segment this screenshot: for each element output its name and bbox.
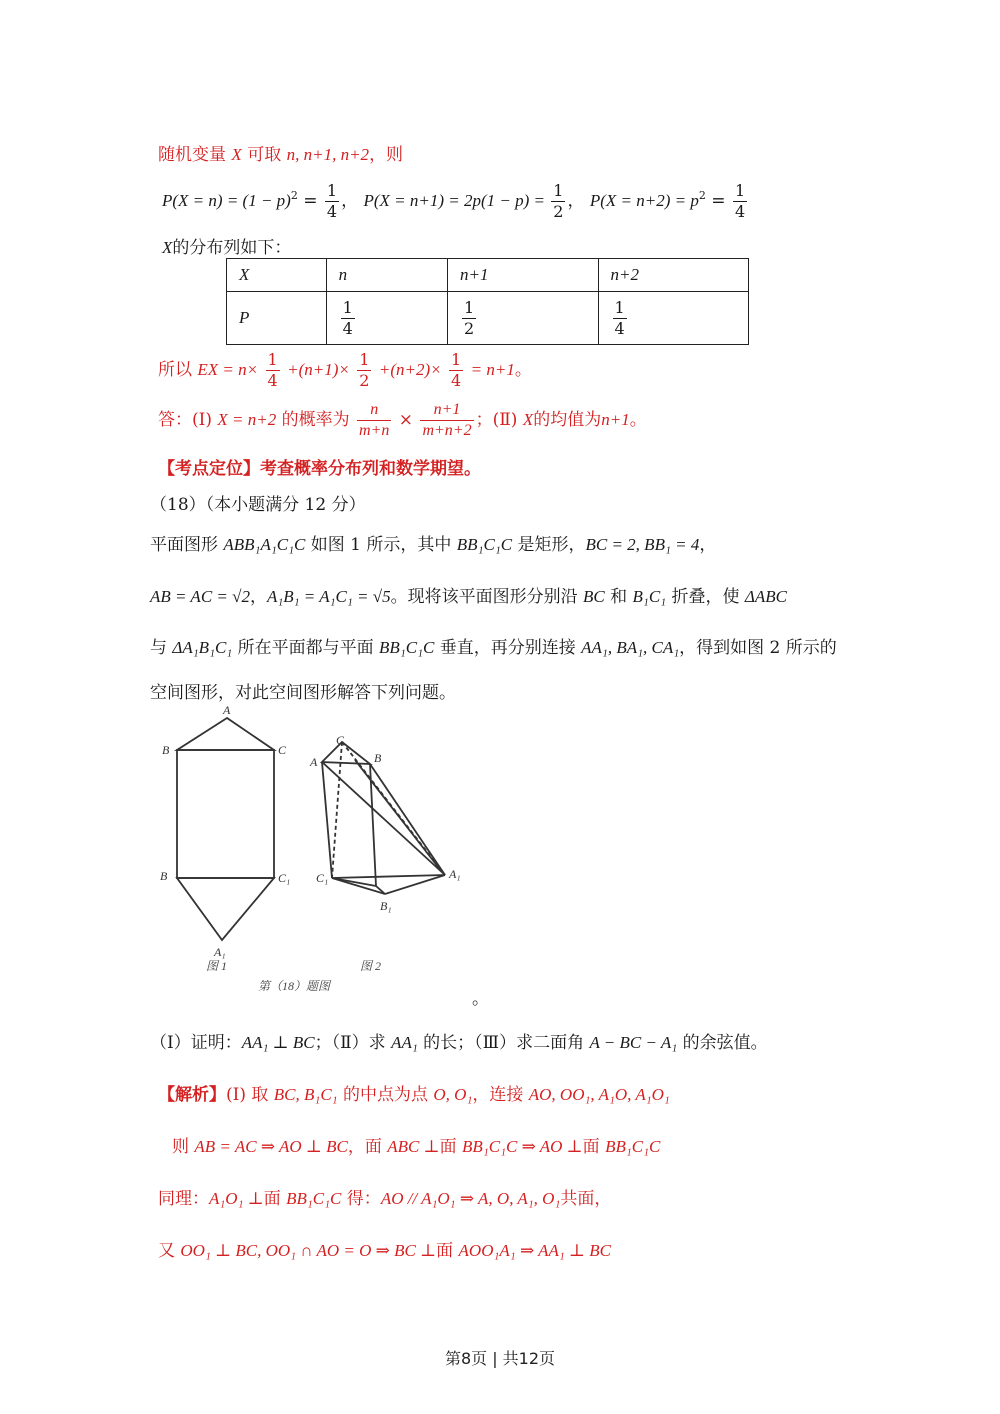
table-cell: P xyxy=(227,292,327,345)
svg-text:A: A xyxy=(310,755,318,769)
answer-line: 答：(Ⅰ) X = n+2 的概率为 $\frac{n}{m+n}$ × $\frac{n+1}{m+n+2}$ ；(Ⅱ) X的均值为n+1。 xyxy=(158,401,647,439)
distribution-intro: X的分布列如下： xyxy=(162,238,292,258)
figure-period: 。 xyxy=(472,989,489,1009)
problem-text-line-3: 与 ΔA₁B₁C₁ 所在平面都与平面 BB₁C₁C 垂直，再分别连接 AA₁, BA₁, CA₁，得到如图 2 所示的 xyxy=(150,638,837,658)
svg-text:C: C xyxy=(336,733,345,747)
fig1-rectangle xyxy=(177,750,274,878)
table-cell: n xyxy=(326,259,447,292)
table-row xyxy=(227,292,749,345)
table-cell: $\frac{1}{2}$ xyxy=(448,292,598,345)
page-footer: 第8页 | 共12页 xyxy=(444,1349,556,1368)
table-cell: $\frac{1}{4}$ xyxy=(326,292,447,345)
svg-text:A₁: A₁ xyxy=(214,945,226,959)
svg-text:B₁: B₁ xyxy=(380,899,392,913)
table-cell: X xyxy=(227,259,327,292)
svg-text:B: B xyxy=(374,751,382,765)
svg-text:A: A xyxy=(223,703,231,717)
fig1-caption: 图 1 xyxy=(206,959,228,973)
kaodian-line: 【考点定位】考查概率分布列和数学期望。 xyxy=(158,459,481,479)
analysis-line-3: 同理：A₁O₁ ⊥面 BB₁C₁C 得：AO // A₁O₁ ⇒ A, O, A₁, O₁共面， xyxy=(158,1189,612,1209)
solution-line-random-variable: 随机变量 X 可取 n, n+1, n+2，则 xyxy=(158,145,404,165)
table-row xyxy=(227,259,749,292)
questions-line: （Ⅰ）证明：AA₁ ⊥ BC；（Ⅱ）求 AA₁ 的长；（Ⅲ）求二面角 A − BC − A₁ 的余弦值。 xyxy=(150,1033,768,1053)
analysis-line-1: 【解析】(Ⅰ) 取 BC, B₁C₁ 的中点为点 O, O₁，连接 AO, OO₁, A₁O, A₁O₁ xyxy=(158,1085,670,1105)
table-cell: n+1 xyxy=(448,259,598,292)
figure-title: 第（18）题图 xyxy=(258,979,331,993)
expectation-line: 所以 EX = n× $\frac{1}{4}$ +(n+1)× $\frac{1}{2}$ +(n+2)× $\frac{1}{4}$ = n+1。 xyxy=(158,350,532,390)
problem-text-line-2: AB = AC = √2，A₁B₁ = A₁C₁ = √5。现将该平面图形分别沿 BC 和 B₁C₁ 折叠，使 ΔABC xyxy=(150,587,787,607)
problem-text-line-1: 平面图形 ABB₁A₁C₁C 如图 1 所示，其中 BB₁C₁C 是矩形，BC = 2, BB₁ = 4， xyxy=(150,535,717,555)
svg-text:B: B xyxy=(160,869,168,883)
table-cell: $\frac{1}{4}$ xyxy=(598,292,749,345)
fig1-triangle-top xyxy=(177,718,274,750)
figure-18 xyxy=(150,700,510,1000)
analysis-line-2: 则 AB = AC ⇒ AO ⊥ BC，面 ABC ⊥面 BB₁C₁C ⇒ AO ⊥面 BB₁C₁C xyxy=(172,1137,661,1157)
distribution-table xyxy=(226,258,749,345)
problem-heading: （18）（本小题满分 12 分） xyxy=(150,495,366,515)
svg-text:C₁: C₁ xyxy=(316,871,329,885)
svg-text:C₁: C₁ xyxy=(278,871,291,885)
problem-text-line-4: 空间图形，对此空间图形解答下列问题。 xyxy=(150,683,456,703)
analysis-line-4: 又 OO₁ ⊥ BC, OO₁ ∩ AO = O ⇒ BC ⊥面 AOO₁A₁ ⇒ AA₁ ⊥ BC xyxy=(158,1241,612,1261)
svg-text:B: B xyxy=(162,743,170,757)
probability-formulas: $P(X = n) = (1 - p)^2$ = $\frac{1}{4}$ ， P(X = n+1) = 2p(1 − p) = $\frac{1}{2}$ ， $P(X = n+2) = p^2$ = $\frac{1}{4}$ xyxy=(162,181,746,221)
fig2-caption: 图 2 xyxy=(360,959,382,973)
fig1-triangle-bottom xyxy=(177,878,274,940)
table-cell: n+2 xyxy=(598,259,749,292)
svg-text:C: C xyxy=(278,743,287,757)
svg-text:A₁: A₁ xyxy=(449,867,461,881)
